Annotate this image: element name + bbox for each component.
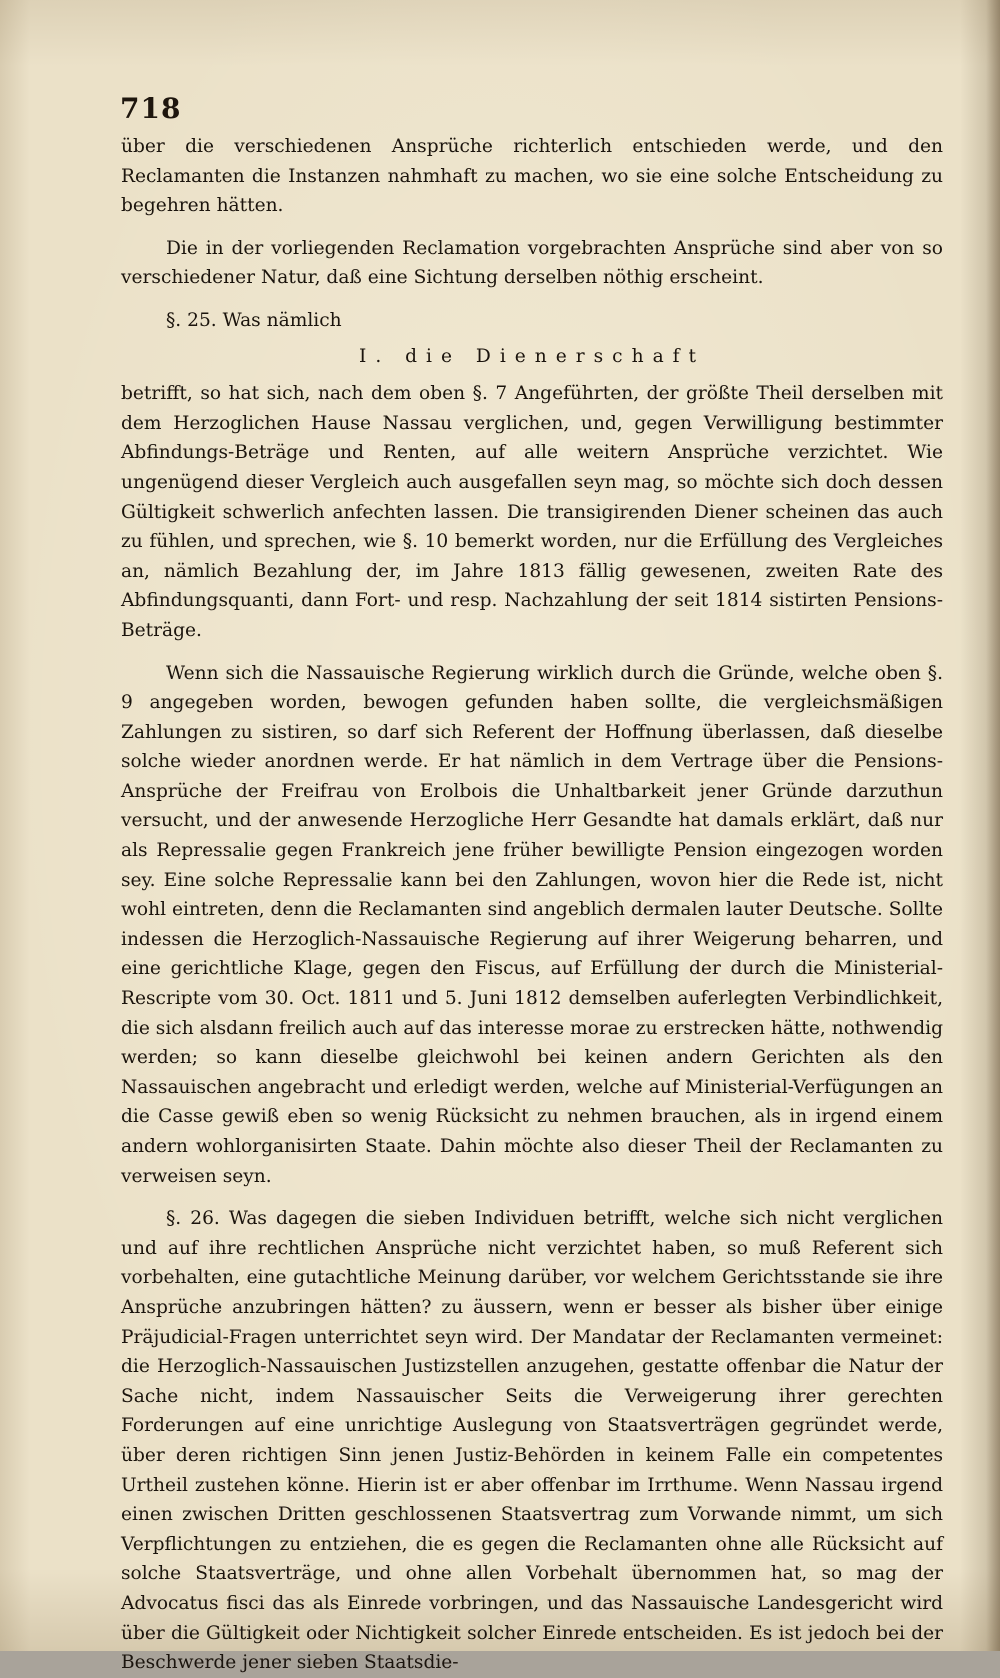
page-body [121, 132, 943, 1678]
paragraph-4: Wenn sich die Nassauische Regierung wirklich durch die Gründe, welche oben §. 9 angegeben worden, bewogen gefunden haben sollte, die vergleichsmäßigen Zahlungen zu sistiren, so darf sich Referent der Hoffnung überlassen, daß dieselbe solche wieder anordnen werde. Er hat nämlich in dem Vertrage über die Pensions-Ansprüche der Freifrau von Erolbois die Unhaltbarkeit jener Gründe darzuthun versucht, und der anwesende Herzogliche Herr Gesandte hat damals erklärt, daß nur als Repressalie gegen Frankreich jene früher bewilligte Pension eingezogen worden sey. Eine solche Repressalie kann bei den Zahlungen, wovon hier die Rede ist, nicht wohl eintreten, denn die Reclamanten sind angeblich dermalen lauter Deutsche. Sollte indessen die Herzoglich-Nassauische Regierung auf ihrer Weigerung beharren, und eine gerichtliche Klage, gegen den Fiscus, auf Erfüllung der durch die Ministerial-Rescripte vom 30. Oct. 1811 und 5. Juni 1812 demselben auferlegten Verbindlichkeit, die sich alsdann freilich auch auf das interesse morae zu erstrecken hätte, nothwendig werden; so kann dieselbe gleichwohl bei keinen andern Gerichten als den Nassauischen angebracht und erledigt werden, welche auf Ministerial-Verfügungen an die Casse gewiß eben so wenig Rücksicht zu nehmen brauchen, als in irgend einem andern wohlorganisirten Staate. Dahin möchte also dieser Theil der Reclamanten zu verweisen seyn. [121, 662, 943, 1187]
page-number: 718 [120, 92, 182, 125]
paragraph-2: Die in der vorliegenden Reclamation vorgebrachten Ansprüche sind aber von so verschiedener Natur, daß eine Sichtung derselben nöthig erscheint. [121, 237, 943, 289]
section-heading: I. die Dienerschaft [358, 345, 706, 367]
section-25-intro: §. 25. Was nämlich [166, 309, 342, 331]
section-26-paragraph: §. 26. Was dagegen die sieben Individuen betrifft, welche sich nicht verglichen und auf ihre rechtlichen Ansprüche nicht verzichtet haben, so muß Referent sich vorbehalten, eine gutachtliche Meinung darüber, vor welchem Gerichtsstande sie ihre Ansprüche anzubringen hätten? zu äussern, wenn er besser als bisher über einige Präjudicial-Fragen unterrichtet seyn wird. Der Mandatar der Reclamanten vermeinet: die Herzoglich-Nassauischen Justizstellen anzugehen, gestatte offenbar die Natur der Sache nicht, indem Nassauischer Seits die Verweigerung ihrer gerechten Forderungen auf eine unrichtige Auslegung von Staatsverträgen gegründet werde, über deren richtigen Sinn jenen Justiz-Behörden in keinem Falle ein competentes Urtheil zustehen könne. Hierin ist er aber offenbar im Irrthume. Wenn Nassau irgend einen zwischen Dritten geschlossenen Staatsvertrag zum Vorwande nimmt, um sich Verpflichtungen zu entziehen, die es gegen die Reclamanten ohne alle Rücksicht auf solche Staatsverträge, und ohne allen Vorbehalt übernommen hat, so mag der Advocatus fisci das als Einrede vorbringen, und das Nassauische Landesgericht wird über die Gültigkeit oder Nichtigkeit solcher Einrede entscheiden. Es ist jedoch bei der Beschwerde jener sieben Staatsdie- [121, 1208, 943, 1674]
paragraph-3: betrifft, so hat sich, nach dem oben §. 7 Angeführten, der größte Theil derselben mit dem Herzoglichen Hause Nassau verglichen, und, gegen Verwilligung bestimmter Abfindungs-Beträge und Renten, auf alle weitern Ansprüche verzichtet. Wie ungenügend dieser Vergleich auch ausgefallen seyn mag, so möchte sich doch dessen Gültigkeit schwerlich anfechten lassen. Die transigirenden Diener scheinen das auch zu fühlen, und sprechen, wie §. 10 bemerkt worden, nur die Erfüllung des Vergleiches an, nämlich Bezahlung der, im Jahre 1813 fällig gewesenen, zweiten Rate des Abfindungsquanti, dann Fort- und resp. Nachzahlung der seit 1814 sistirten Pensions-Beträge. [121, 383, 943, 641]
page-edge-shadow [986, 0, 1000, 1651]
paragraph-1: über die verschiedenen Ansprüche richterlich entschieden werde, und den Reclamanten die Instanzen nahmhaft zu machen, wo sie eine solche Entscheidung zu begehren hätten. [121, 136, 943, 217]
